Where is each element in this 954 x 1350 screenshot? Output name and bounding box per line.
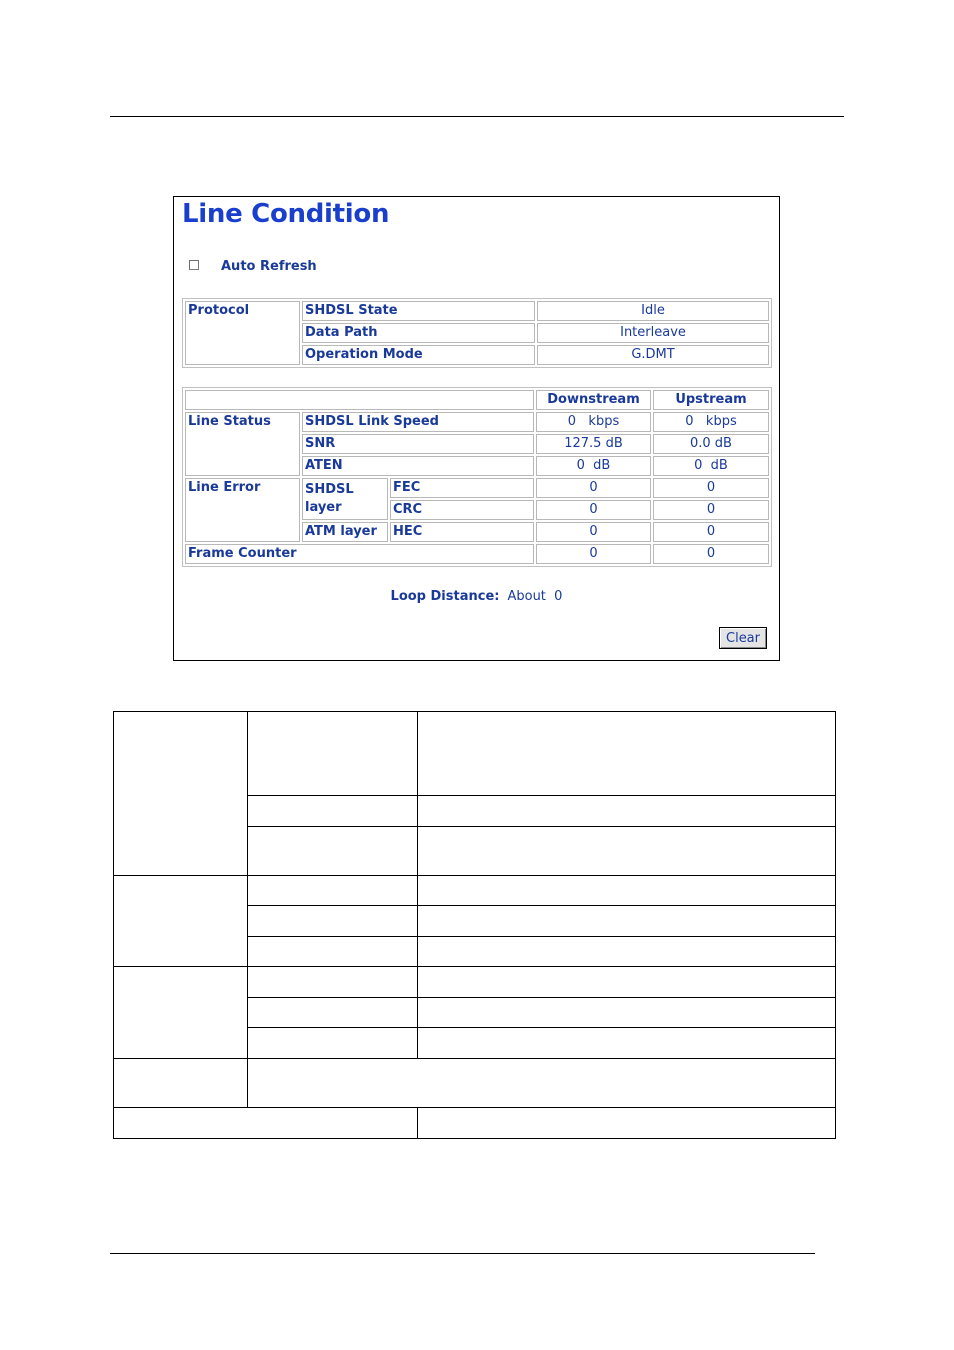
protocol-table — [182, 298, 772, 368]
table-cell — [248, 876, 418, 906]
crc-label: CRC — [390, 500, 534, 520]
header-rule — [110, 116, 844, 117]
shdsl-state-label: SHDSL State — [302, 301, 535, 321]
table-row — [185, 478, 769, 498]
table-cell — [248, 1028, 418, 1059]
frame-counter-label: Frame Counter — [185, 544, 534, 564]
aten-downstream: 0 dB — [536, 456, 651, 476]
table-cell — [418, 906, 836, 937]
line-error-label: Line Error — [185, 478, 300, 542]
table-cell — [418, 1108, 836, 1139]
table-row — [114, 712, 836, 796]
table-cell — [248, 937, 418, 967]
loop-distance — [174, 589, 779, 604]
line-condition-panel — [173, 196, 780, 661]
status-table — [182, 387, 772, 567]
table-cell — [248, 827, 418, 876]
shdsl-layer-label: SHDSL layer — [302, 478, 388, 520]
header-blank-cell — [185, 390, 534, 410]
frame-counter-downstream: 0 — [536, 544, 651, 564]
table-cell — [418, 796, 836, 827]
data-path-label: Data Path — [302, 323, 535, 343]
table-cell — [114, 876, 248, 967]
line-status-label: Line Status — [185, 412, 300, 476]
table-row — [114, 876, 836, 906]
auto-refresh-checkbox[interactable] — [189, 260, 199, 270]
table-cell — [418, 1028, 836, 1059]
table-cell — [114, 712, 248, 876]
hec-upstream: 0 — [653, 522, 769, 542]
table-row — [185, 544, 769, 564]
fec-upstream: 0 — [653, 478, 769, 498]
fec-downstream: 0 — [536, 478, 651, 498]
crc-upstream: 0 — [653, 500, 769, 520]
table-row — [185, 412, 769, 432]
description-table — [113, 711, 836, 1139]
table-row — [114, 967, 836, 998]
table-cell — [418, 998, 836, 1028]
clear-button[interactable]: Clear — [719, 627, 767, 649]
link-speed-downstream: 0 kbps — [536, 412, 651, 432]
atm-layer-label: ATM layer — [302, 522, 388, 542]
table-cell — [418, 827, 836, 876]
loop-distance-value: About 0 — [507, 589, 563, 604]
table-cell — [248, 906, 418, 937]
table-row — [185, 301, 769, 321]
link-speed-upstream: 0 kbps — [653, 412, 769, 432]
table-row — [114, 1059, 836, 1108]
frame-counter-upstream: 0 — [653, 544, 769, 564]
table-cell — [114, 967, 248, 1059]
table-cell — [114, 1108, 418, 1139]
table-cell — [418, 937, 836, 967]
table-cell — [418, 876, 836, 906]
auto-refresh-label: Auto Refresh — [221, 259, 317, 274]
hec-label: HEC — [390, 522, 534, 542]
footer-rule — [110, 1253, 815, 1254]
table-cell — [248, 712, 418, 796]
table-cell — [418, 967, 836, 998]
table-cell — [248, 998, 418, 1028]
table-cell — [248, 796, 418, 827]
snr-upstream: 0.0 dB — [653, 434, 769, 454]
aten-upstream: 0 dB — [653, 456, 769, 476]
hec-downstream: 0 — [536, 522, 651, 542]
fec-label: FEC — [390, 478, 534, 498]
downstream-header: Downstream — [536, 390, 651, 410]
snr-downstream: 127.5 dB — [536, 434, 651, 454]
table-cell — [418, 712, 836, 796]
table-cell — [248, 1059, 836, 1108]
protocol-group-label: Protocol — [185, 301, 300, 365]
link-speed-label: SHDSL Link Speed — [302, 412, 534, 432]
snr-label: SNR — [302, 434, 534, 454]
table-cell — [114, 1059, 248, 1108]
page-title: Line Condition — [182, 199, 390, 229]
data-path-value: Interleave — [537, 323, 769, 343]
crc-downstream: 0 — [536, 500, 651, 520]
table-header-row — [185, 390, 769, 410]
shdsl-state-value: Idle — [537, 301, 769, 321]
operation-mode-value: G.DMT — [537, 345, 769, 365]
operation-mode-label: Operation Mode — [302, 345, 535, 365]
upstream-header: Upstream — [653, 390, 769, 410]
loop-distance-label: Loop Distance: — [390, 589, 500, 604]
aten-label: ATEN — [302, 456, 534, 476]
table-cell — [248, 967, 418, 998]
table-row — [114, 1108, 836, 1139]
